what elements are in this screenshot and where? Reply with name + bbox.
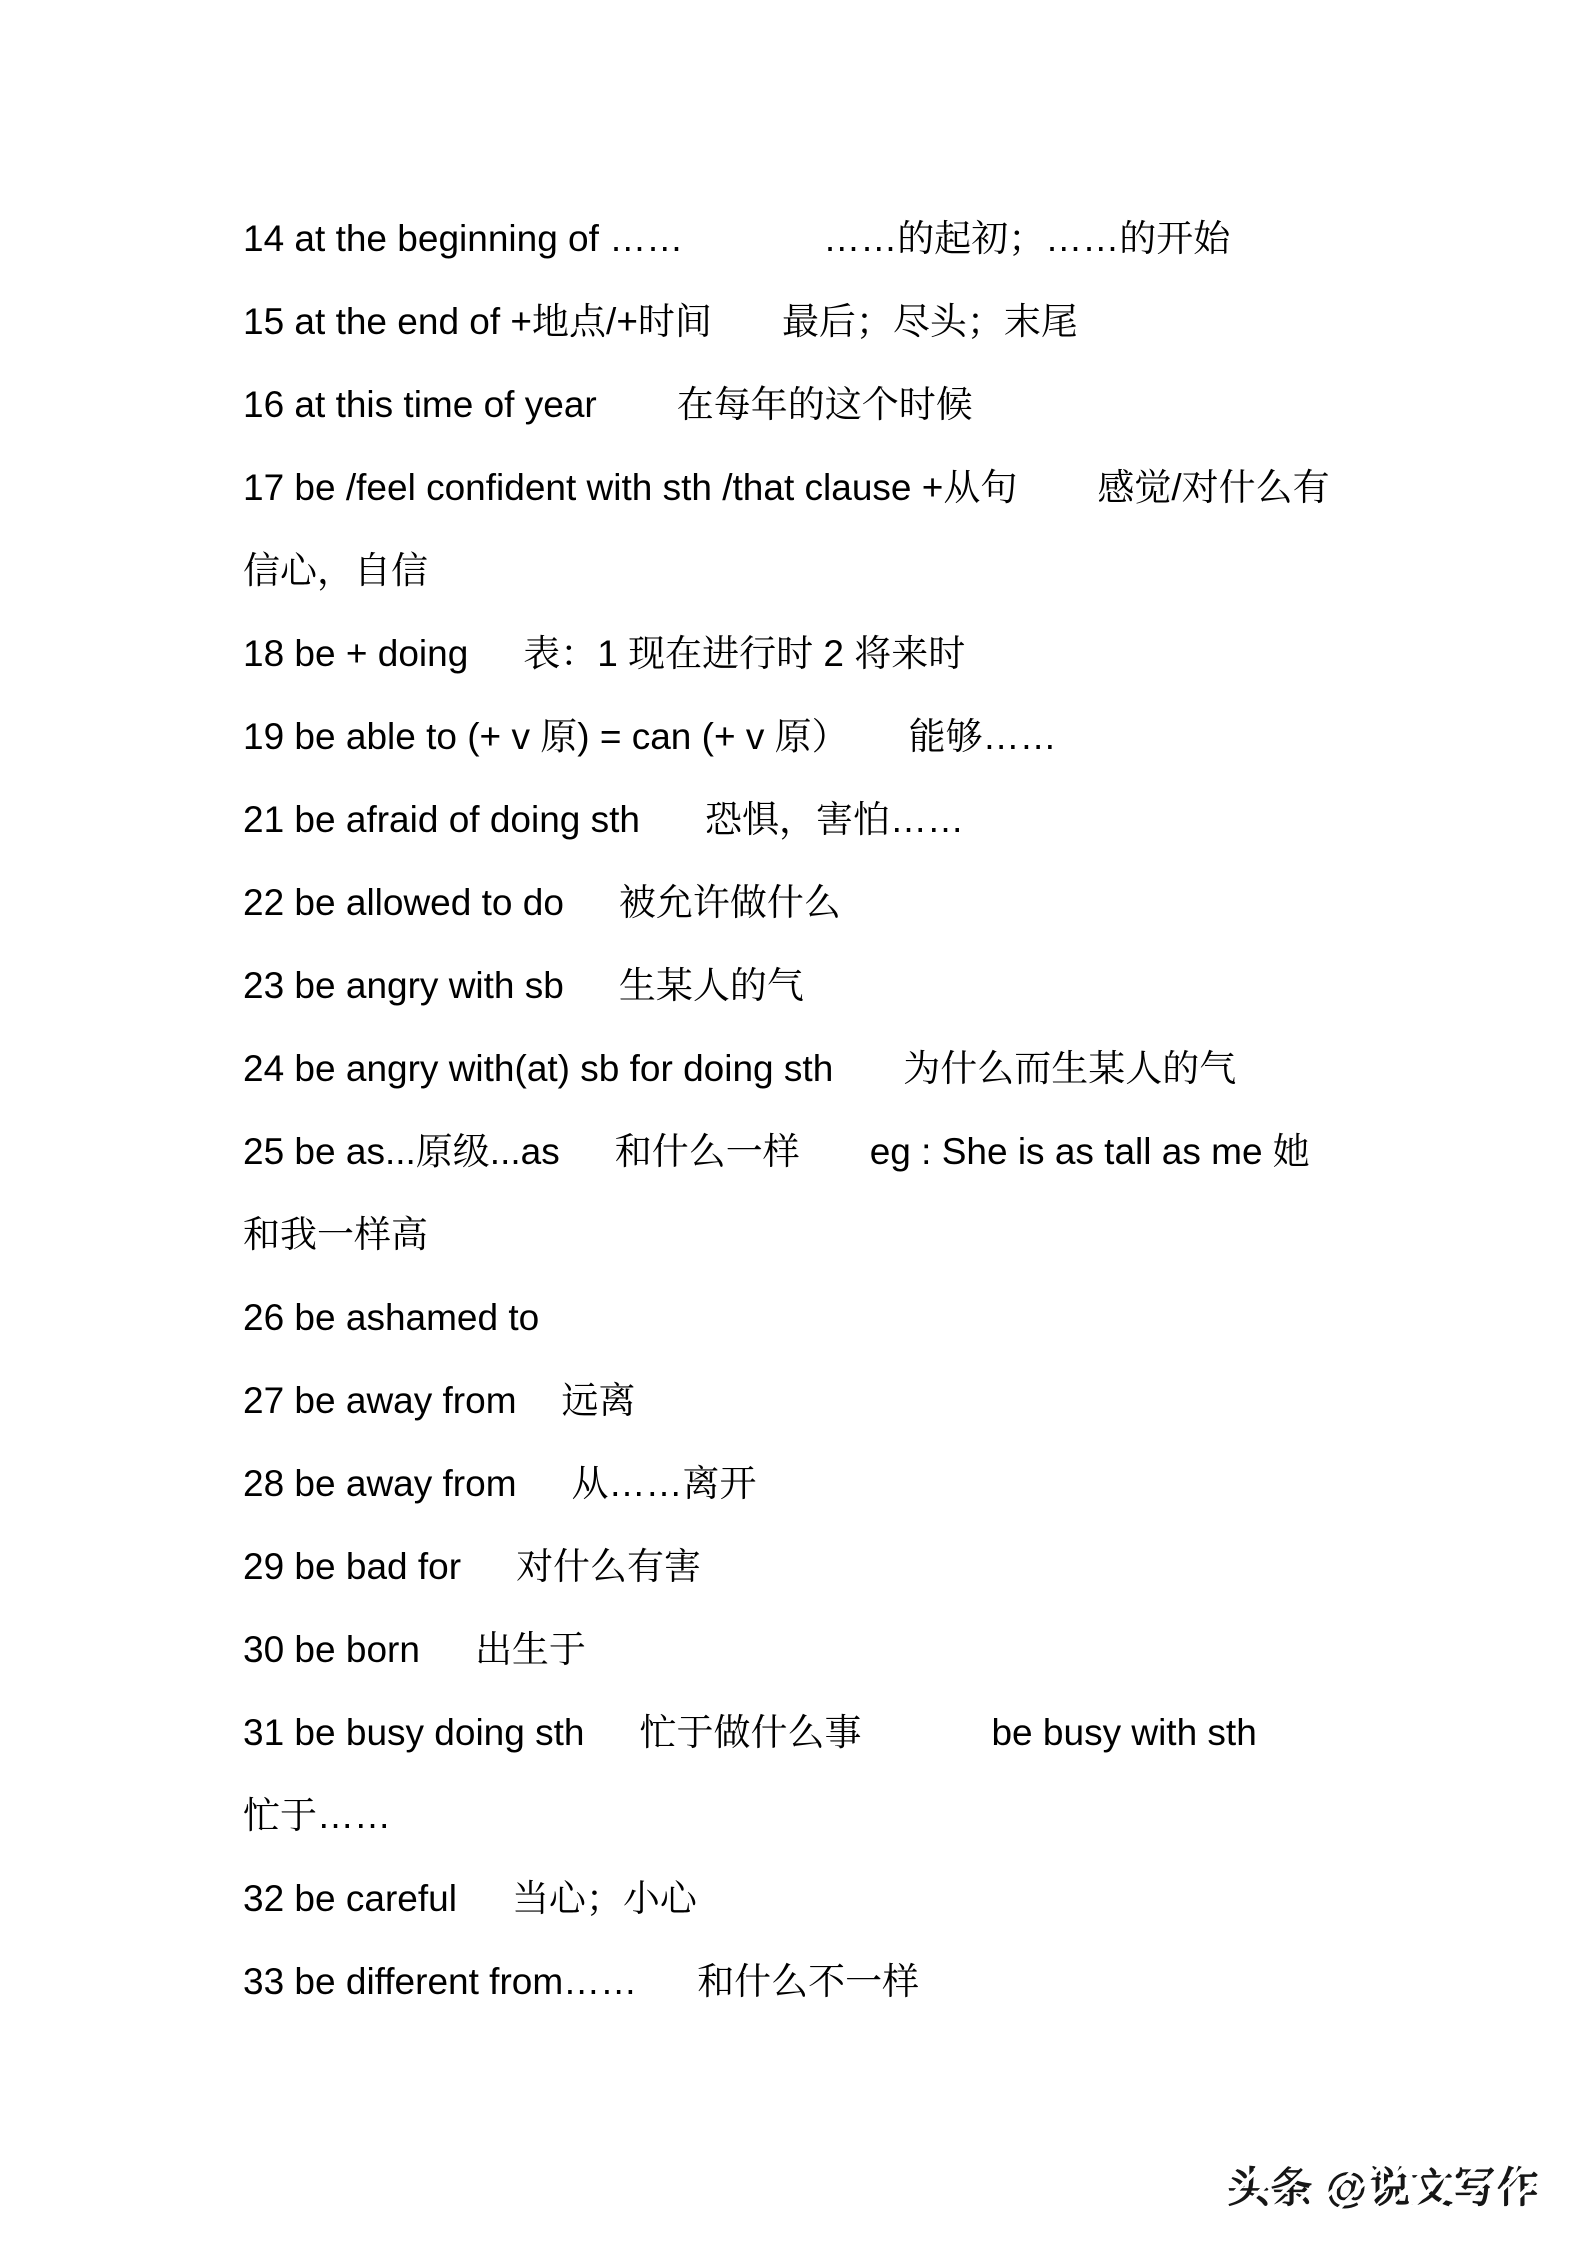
text-segment: 17 be /feel confident with sth /that clause +从句 — [243, 467, 1018, 508]
list-line — [243, 778, 1527, 861]
text-segment: eg : She is as tall as me 她 — [869, 1131, 1310, 1172]
text-segment: 32 be careful — [243, 1878, 457, 1919]
list-line — [243, 446, 1527, 529]
text-segment: 23 be angry with sb — [243, 965, 564, 1006]
text-segment: be busy with sth — [991, 1712, 1257, 1753]
text-segment: 25 be as...原级...as — [243, 1131, 560, 1172]
list-line — [243, 529, 1527, 612]
text-segment: 19 be able to (+ v 原) = can (+ v 原） — [243, 716, 849, 757]
text-segment: 信心，自信 — [243, 550, 428, 591]
text-segment: 在每年的这个时候 — [676, 384, 973, 425]
list-line — [243, 612, 1527, 695]
text-segment: 22 be allowed to do — [243, 882, 564, 923]
text-segment: 感觉/对什么有 — [1097, 467, 1330, 508]
text-segment: 16 at this time of year — [243, 384, 597, 425]
text-segment: 从……离开 — [571, 1463, 757, 1504]
phrase-list — [243, 197, 1527, 2023]
text-segment: 生某人的气 — [618, 965, 804, 1006]
text-segment: 26 be ashamed to — [243, 1297, 540, 1338]
text-segment: 15 at the end of +地点/+时间 — [243, 301, 712, 342]
text-segment: 24 be angry with(at) sb for doing sth — [243, 1048, 834, 1089]
text-segment: 忙于做什么事 — [639, 1712, 862, 1753]
text-segment: 出生于 — [474, 1629, 586, 1670]
list-line — [243, 363, 1527, 446]
text-segment: 14 at the beginning of …… — [243, 218, 684, 259]
list-line — [243, 1442, 1527, 1525]
list-line — [243, 1193, 1527, 1276]
list-line — [243, 197, 1527, 280]
list-line — [243, 861, 1527, 944]
text-segment: 恐惧，害怕…… — [705, 799, 965, 840]
list-line — [243, 280, 1527, 363]
text-segment: 和什么不一样 — [697, 1961, 920, 2002]
text-segment: 27 be away from — [243, 1380, 517, 1421]
text-segment: 能够…… — [908, 716, 1057, 757]
text-segment: 21 be afraid of doing sth — [243, 799, 641, 840]
list-line — [243, 1774, 1527, 1857]
text-segment: 和我一样高 — [243, 1214, 428, 1255]
text-segment: 33 be different from…… — [243, 1961, 638, 2002]
list-line — [243, 1276, 1527, 1359]
list-line — [243, 695, 1527, 778]
list-line — [243, 1857, 1527, 1940]
text-segment: 当心；小心 — [511, 1878, 697, 1919]
text-segment: 远离 — [561, 1380, 636, 1421]
text-segment: 对什么有害 — [516, 1546, 702, 1587]
text-segment: 忙于…… — [243, 1795, 391, 1836]
text-segment: 被允许做什么 — [618, 882, 841, 923]
watermark-toutiao: 头条 @说文写作 — [1227, 2155, 1540, 2215]
text-segment: 28 be away from — [243, 1463, 517, 1504]
list-line — [243, 1691, 1527, 1774]
list-line — [243, 1110, 1527, 1193]
text-segment: 29 be bad for — [243, 1546, 462, 1587]
text-segment: 最后；尽头；末尾 — [781, 301, 1078, 342]
text-segment: 和什么一样 — [614, 1131, 800, 1172]
text-segment: 30 be born — [243, 1629, 420, 1670]
list-line — [243, 1525, 1527, 1608]
text-segment: 18 be + doing — [243, 633, 469, 674]
list-line — [243, 1359, 1527, 1442]
list-line — [243, 944, 1527, 1027]
text-segment: 表：1 现在进行时 2 将来时 — [523, 633, 966, 674]
list-line — [243, 1940, 1527, 2023]
text-segment: 为什么而生某人的气 — [903, 1048, 1237, 1089]
list-line — [243, 1608, 1527, 1691]
text-segment: 31 be busy doing sth — [243, 1712, 585, 1753]
list-line — [243, 1027, 1527, 1110]
text-segment: ……的起初；……的开始 — [823, 218, 1231, 259]
